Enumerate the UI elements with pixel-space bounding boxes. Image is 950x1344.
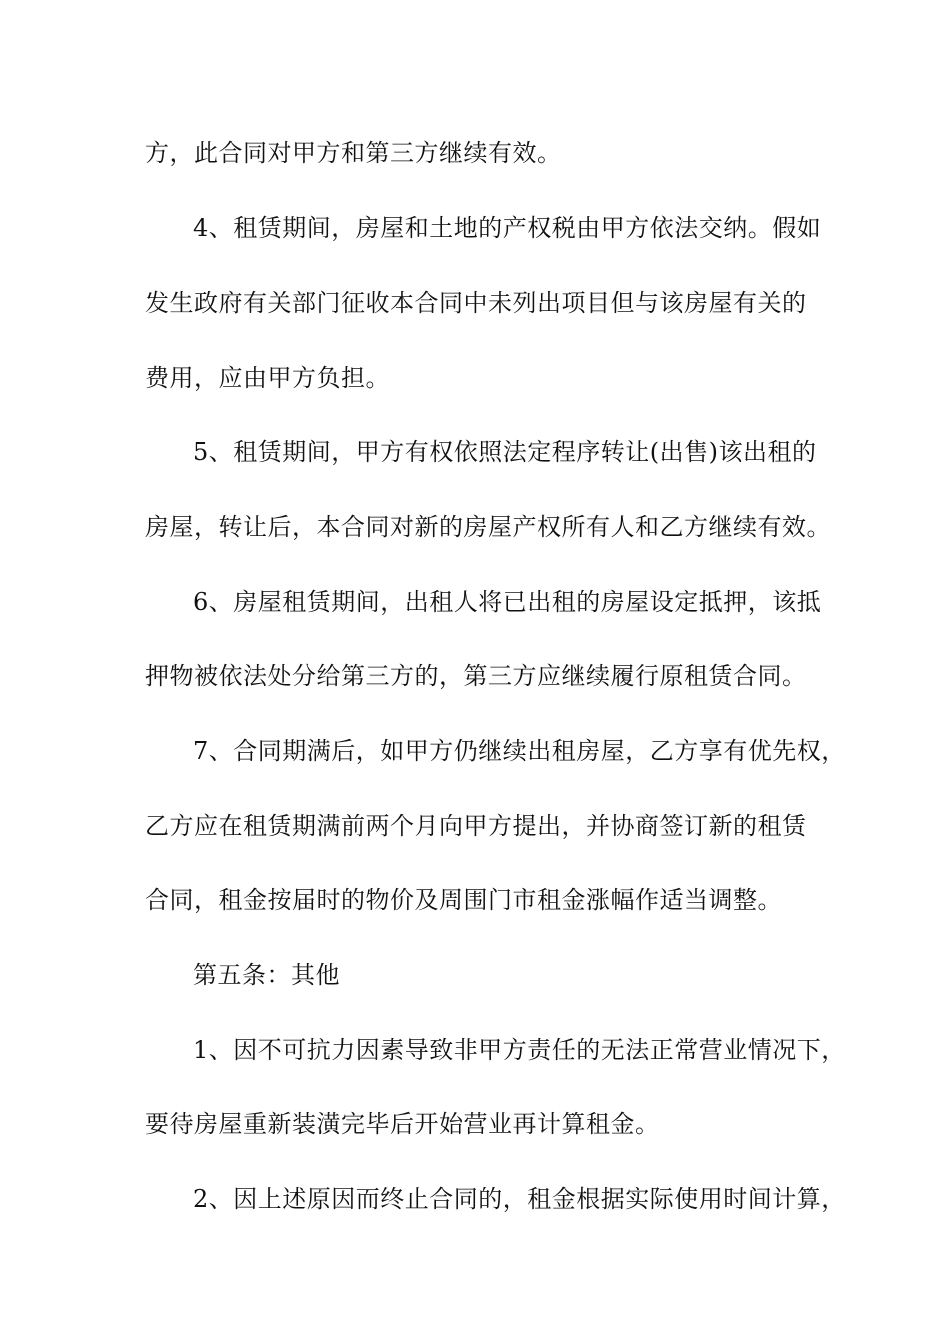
text-line: 方，此合同对甲方和第三方继续有效。 xyxy=(145,139,562,167)
text-line: 7、合同期满后，如甲方仍继续出租房屋，乙方享有优先权， xyxy=(193,737,846,765)
text-line: 要待房屋重新装潢完毕后开始营业再计算租金。 xyxy=(145,1110,660,1138)
section-heading: 第五条：其他 xyxy=(193,961,340,989)
text-line: 1、因不可抗力因素导致非甲方责任的无法正常营业情况下， xyxy=(193,1036,846,1064)
text-line: 4、租赁期间，房屋和土地的产权税由甲方依法交纳。假如 xyxy=(193,214,822,242)
text-line: 6、房屋租赁期间，出租人将已出租的房屋设定抵押，该抵 xyxy=(193,588,822,616)
text-line: 合同，租金按届时的物价及周围门市租金涨幅作适当调整。 xyxy=(145,886,782,914)
text-line: 5、租赁期间，甲方有权依照法定程序转让(出售)该出租的 xyxy=(193,438,817,466)
text-line: 押物被依法处分给第三方的，第三方应继续履行原租赁合同。 xyxy=(145,662,807,690)
text-line: 费用，应由甲方负担。 xyxy=(145,364,390,392)
text-line: 乙方应在租赁期满前两个月向甲方提出，并协商签订新的租赁 xyxy=(145,812,807,840)
text-line: 2、因上述原因而终止合同的，租金根据实际使用时间计算， xyxy=(193,1185,846,1213)
text-line: 房屋，转让后，本合同对新的房屋产权所有人和乙方继续有效。 xyxy=(145,513,831,541)
text-line: 发生政府有关部门征收本合同中未列出项目但与该房屋有关的 xyxy=(145,289,807,317)
